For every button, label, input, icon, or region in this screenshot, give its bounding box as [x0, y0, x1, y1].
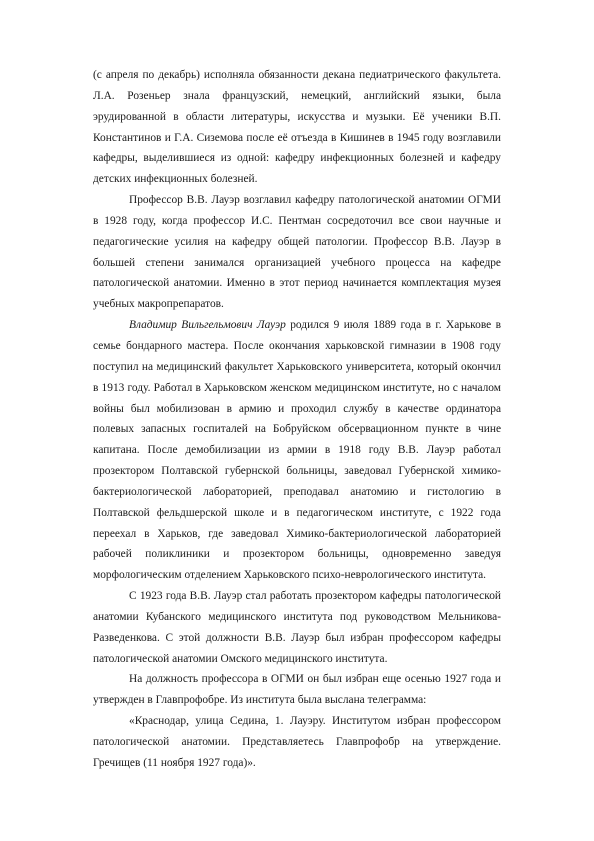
paragraph-3: [93, 315, 501, 586]
paragraph-text: С 1923 года В.В. Лауэр стал работать прозектором кафедры патологической анатомии Кубанского медицинского института под руководством Мельникова-Разведенкова. С этой должности В.В. Лауэр был избран профессором кафедры патологической анатомии Омского медицинского института.: [93, 590, 501, 665]
paragraph-text: На должность профессора в ОГМИ он был избран еще осенью 1927 года и утвержден в Главпрофобре. Из института была выслана телеграмма:: [93, 673, 501, 707]
paragraph-text: родился 9 июля 1889 года в г. Харькове в семье бондарного мастера. После окончания харьковской гимназии в 1908 году поступил на медицинский факультет Харьковского университета, который окончил в 1913 году. Работал в Харьковском женском медицинском институте, но с началом войны был мобилизован в армию и проходил службу в качестве ординатора полевых запасных госпиталей на Бобруйском обсервационном пункте в чине капитана. После демобилизации из армии в 1918 году В.В. Лауэр работал прозектором Полтавской губернской больницы, заведовал Губернской химико-бактериологической лабораторией, преподавал анатомию и гистологию в Полтавской фельдшерской школе и в педагогическом институте, с 1922 года переехал в Харьков, где заведовал Химико-бактериологической лабораторией рабочей поликлиники и прозектором больницы, одновременно заведуя морфологическим отделением Харьковского психо-неврологического института.: [93, 319, 501, 582]
person-name: Владимир Вильгельмович Лауэр: [129, 319, 286, 332]
paragraph-6: [93, 711, 501, 774]
paragraph-1: [93, 65, 501, 190]
paragraph-2: [93, 190, 501, 315]
paragraph-text: (с апреля по декабрь) исполняла обязанности декана педиатрического факультета. Л.А. Розеньер знала французский, немецкий, английский языки, была эрудированной в области литературы, искусства и музыки. Её ученики В.П. Константинов и Г.А. Сиземова после её отъезда в Кишинев в 1945 году возглавили кафедры, выделившиеся из одной: кафедру инфекционных болезней и кафедру детских инфекционных болезней.: [93, 69, 501, 186]
document-page: [93, 65, 501, 774]
paragraph-5: [93, 669, 501, 711]
telegram-quote: «Краснодар, улица Седина, 1. Лауэру. Институтом избран профессором патологической анатомии. Представляетесь Главпрофобр на утверждение. Гречищев (11 ноября 1927 года)».: [93, 715, 501, 769]
paragraph-text: Профессор В.В. Лауэр возглавил кафедру патологической анатомии ОГМИ в 1928 году, когда профессор И.С. Пентман сосредоточил все свои научные и педагогические усилия на кафедру общей патологии. Профессор В.В. Лауэр в большей степени занимался организацией учебного процесса на кафедре патологической анатомии. Именно в этот период начинается комплектация музея учебных макропрепаратов.: [93, 194, 501, 311]
paragraph-4: [93, 586, 501, 669]
